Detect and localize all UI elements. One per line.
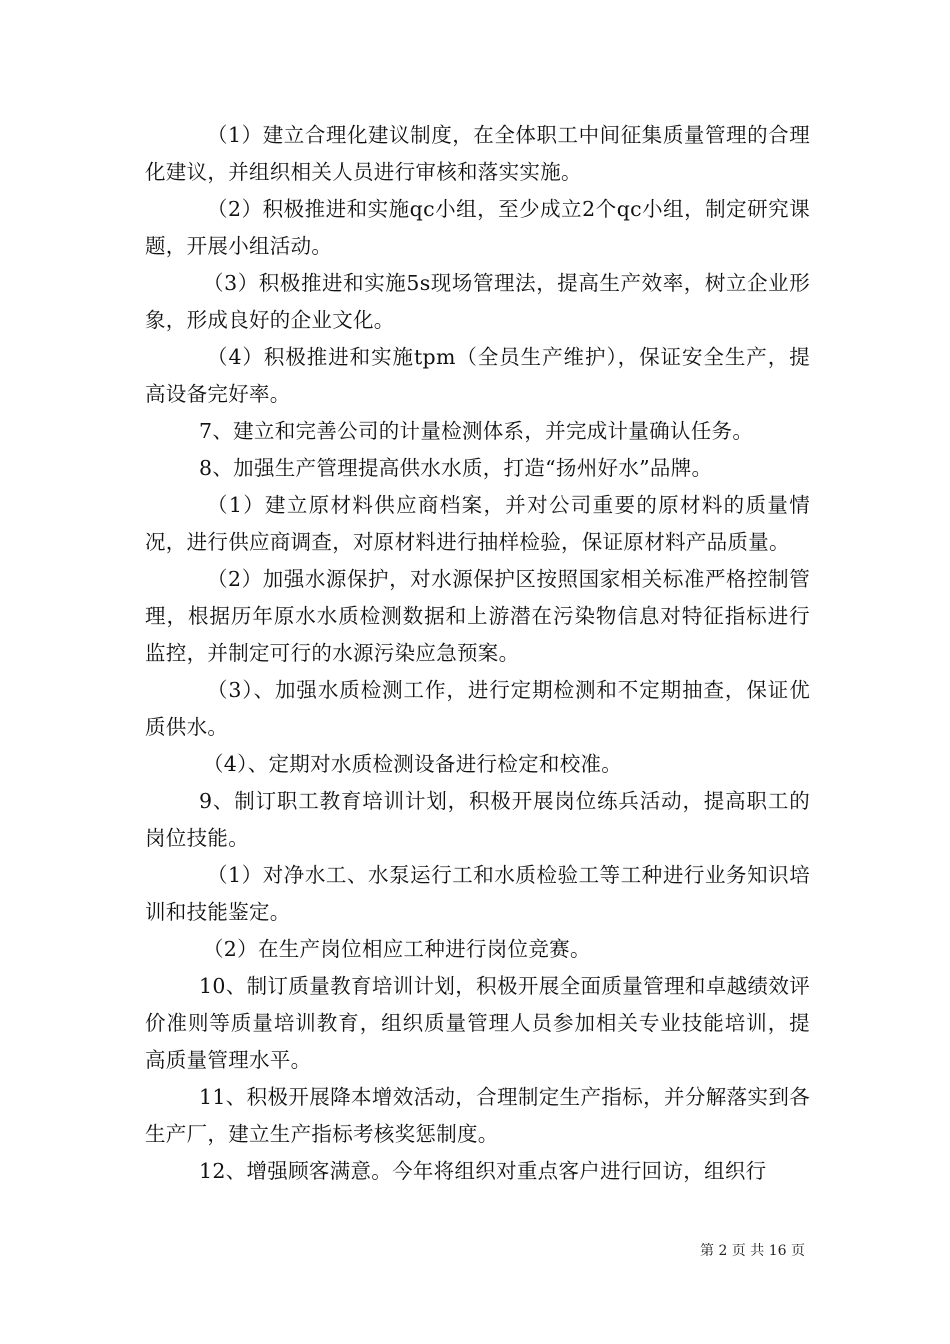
paragraph: （2）积极推进和实施qc小组，至少成立2个qc小组，制定研究课题，开展小组活动。 — [145, 197, 810, 258]
paragraph: 8、加强生产管理提高供水水质，打造“扬州好水”品牌。 — [199, 456, 713, 480]
paragraph: （1）对净水工、水泵运行工和水质检验工等工种进行业务知识培训和技能鉴定。 — [145, 863, 810, 924]
paragraph: （3）积极推进和实施5s现场管理法，提高生产效率，树立企业形象，形成良好的企业文化。 — [145, 271, 810, 332]
page-number: 第 2 页 共 16 页 — [700, 1243, 805, 1259]
document-body — [145, 117, 810, 1190]
paragraph: （1）建立合理化建议制度，在全体职工中间征集质量管理的合理化建议，并组织相关人员进行审核和落实实施。 — [145, 123, 810, 184]
paragraph: （2）在生产岗位相应工种进行岗位竞赛。 — [203, 937, 591, 961]
paragraph: 10、制订质量教育培训计划，积极开展全面质量管理和卓越绩效评价准则等质量培训教育，组织质量管理人员参加相关专业技能培训，提高质量管理水平。 — [145, 974, 810, 1072]
paragraph: 12、增强顾客满意。今年将组织对重点客户进行回访，组织行 — [199, 1159, 767, 1183]
paragraph: （1）建立原材料供应商档案，并对公司重要的原材料的质量情况，进行供应商调查，对原材料进行抽样检验，保证原材料产品质量。 — [145, 493, 810, 554]
paragraph: （4）积极推进和实施tpm（全员生产维护），保证安全生产，提高设备完好率。 — [145, 345, 810, 406]
paragraph: 11、积极开展降本增效活动，合理制定生产指标，并分解落实到各生产厂，建立生产指标考核奖惩制度。 — [145, 1085, 810, 1146]
paragraph: 9、制订职工教育培训计划，积极开展岗位练兵活动，提高职工的岗位技能。 — [145, 789, 810, 850]
paragraph: （2）加强水源保护，对水源保护区按照国家相关标准严格控制管理，根据历年原水水质检测数据和上游潜在污染物信息对特征指标进行监控，并制定可行的水源污染应急预案。 — [145, 567, 810, 665]
paragraph: 7、建立和完善公司的计量检测体系，并完成计量确认任务。 — [199, 419, 754, 443]
paragraph: （4）、定期对水质检测设备进行检定和校准。 — [203, 752, 623, 776]
paragraph: （3）、加强水质检测工作，进行定期检测和不定期抽查，保证优质供水。 — [145, 678, 810, 739]
